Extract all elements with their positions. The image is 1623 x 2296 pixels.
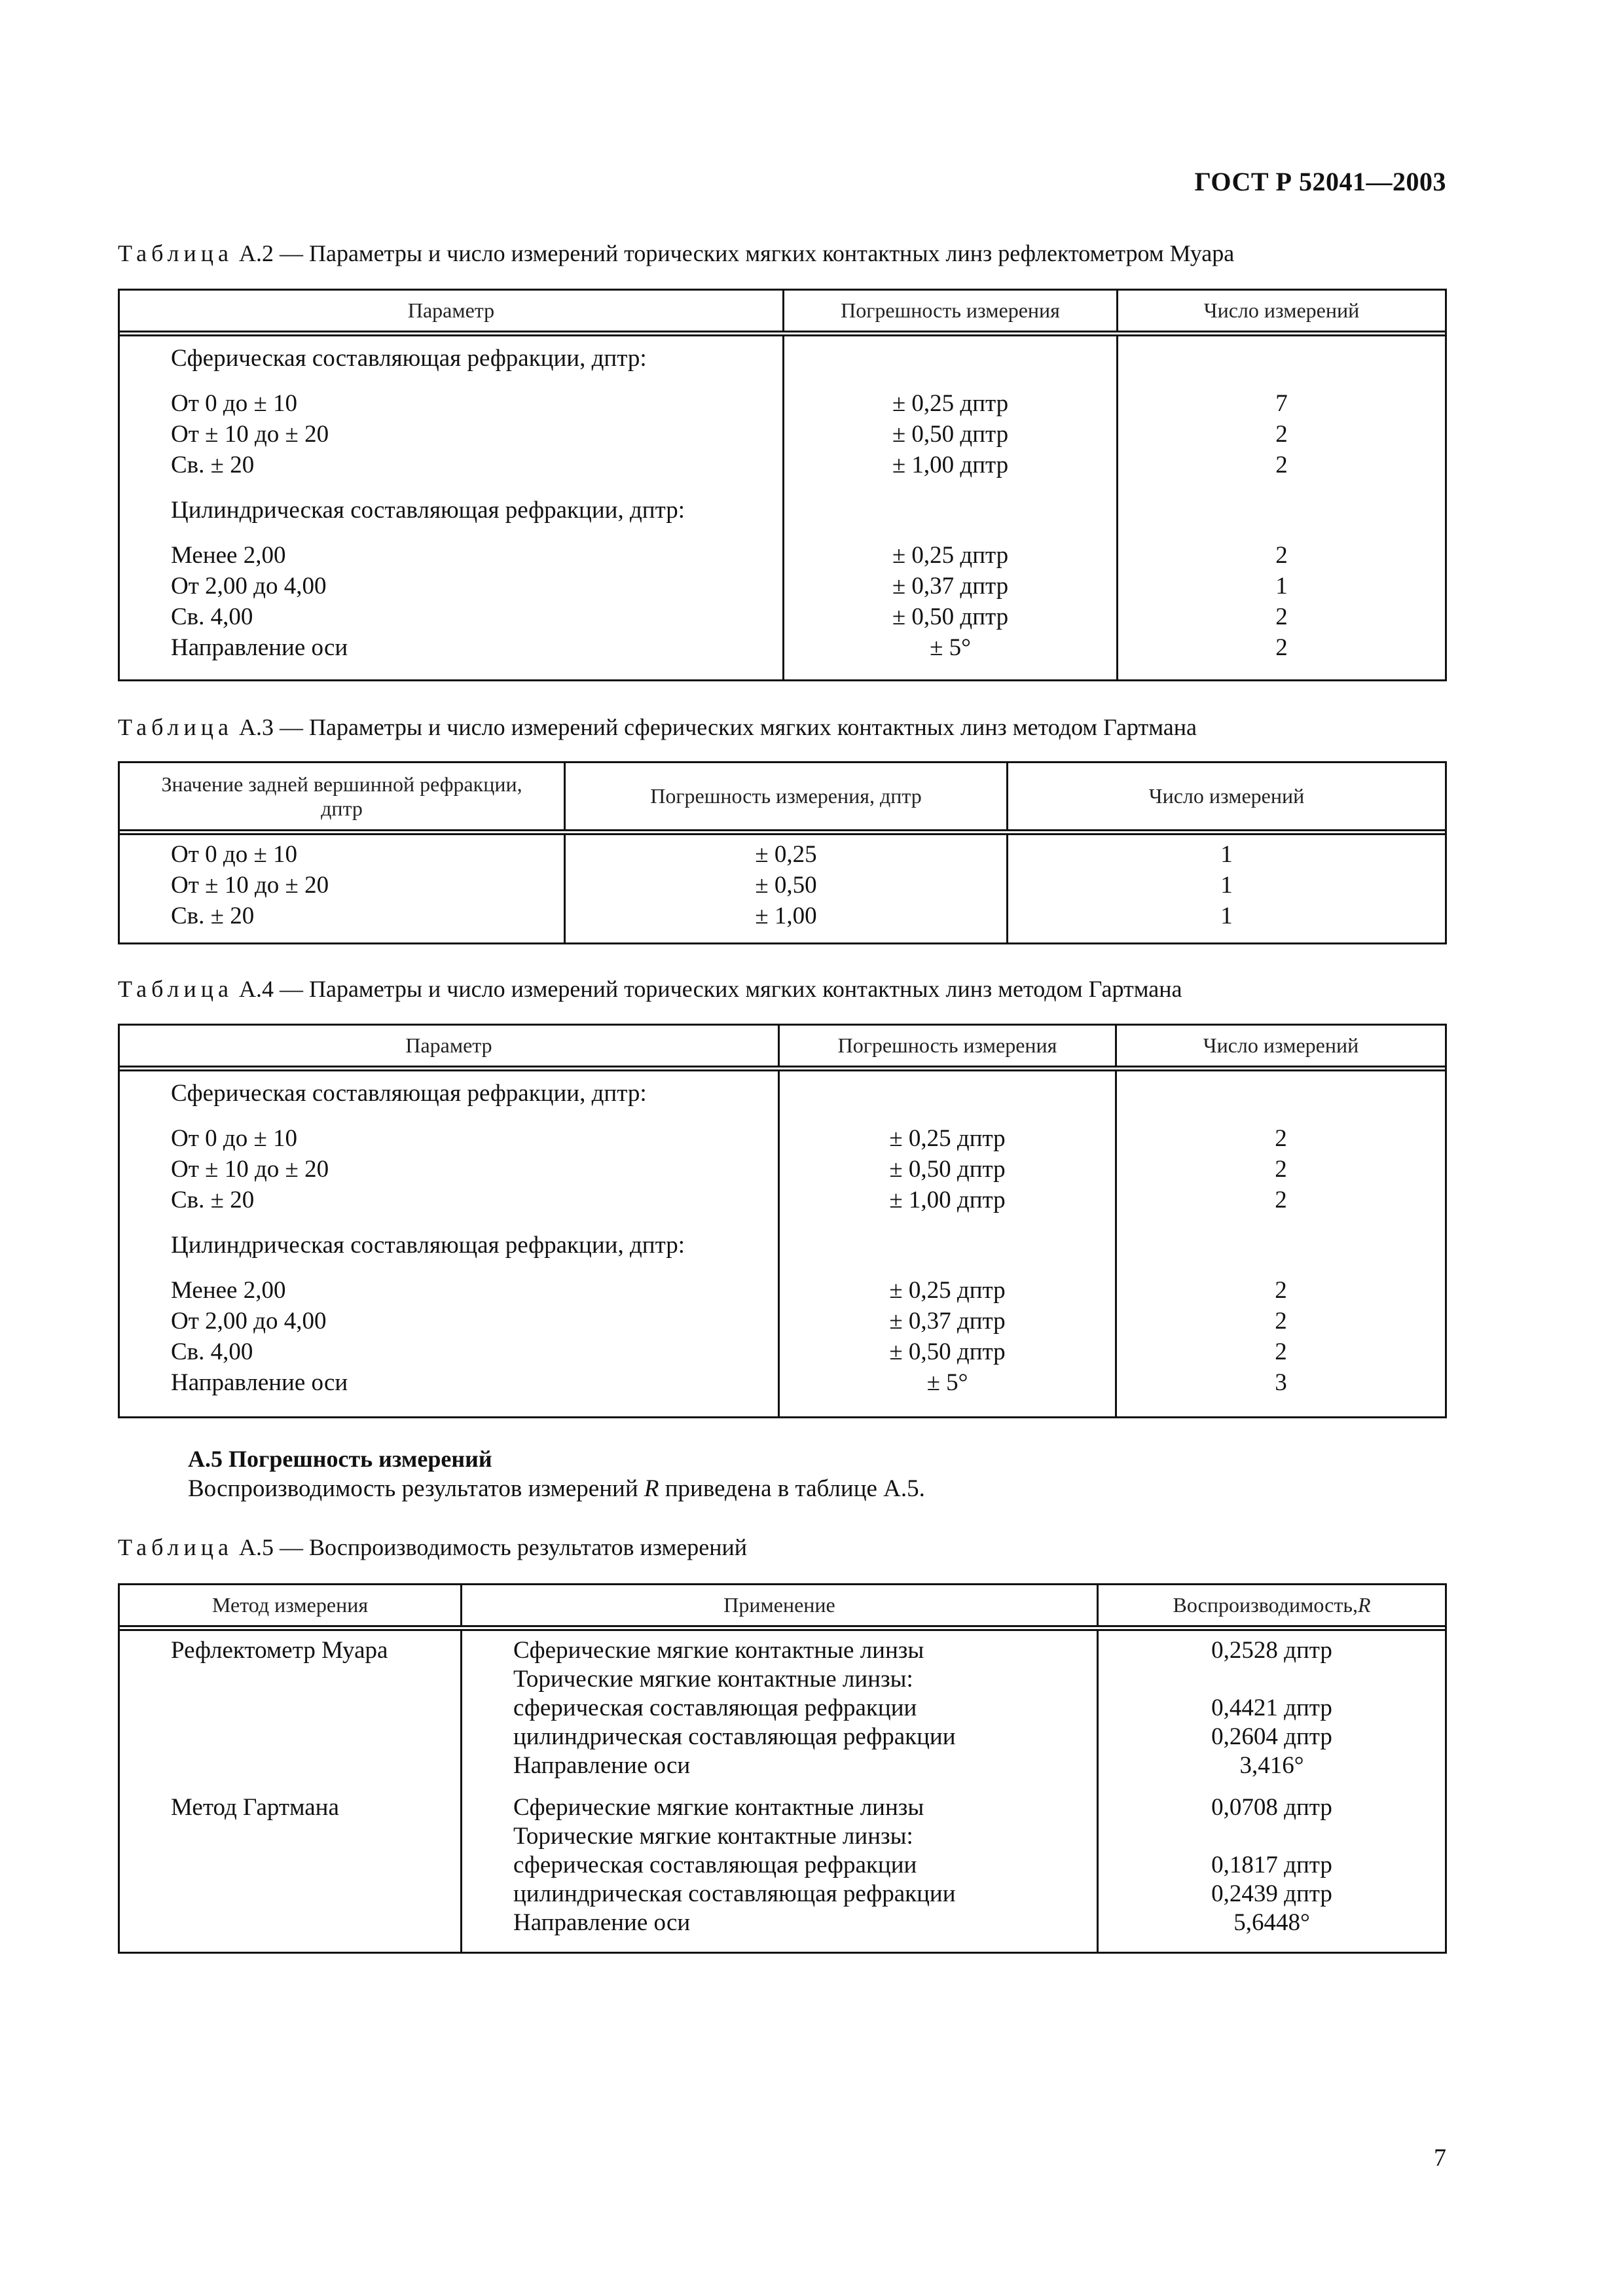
caption-prefix: Таблица bbox=[118, 1534, 233, 1560]
table-a2 bbox=[118, 289, 1447, 681]
error-cell: ± 1,00 bbox=[755, 903, 817, 929]
param-cell: От ± 10 до ± 20 bbox=[171, 421, 329, 448]
application-cell: Направление оси bbox=[513, 1909, 691, 1936]
value-cell: Св. ± 20 bbox=[171, 903, 255, 929]
param-cell: Св. 4,00 bbox=[171, 603, 253, 630]
count-cell: 2 bbox=[1275, 1277, 1287, 1304]
column-error bbox=[778, 1071, 1115, 1416]
table-header bbox=[120, 291, 1445, 336]
header-text: Воспроизводимость, bbox=[1173, 1593, 1358, 1617]
error-cell: ± 0,50 дптр bbox=[889, 1156, 1006, 1183]
param-cell: Направление оси bbox=[171, 634, 348, 661]
error-cell: ± 0,50 bbox=[755, 872, 817, 899]
header-cell-count: Число измерений bbox=[1006, 763, 1445, 829]
param-cell: Св. ± 20 bbox=[171, 452, 255, 478]
symbol-r: R bbox=[644, 1475, 659, 1502]
application-cell: Сферические мягкие контактные линзы bbox=[513, 1794, 924, 1821]
count-cell: 1 bbox=[1220, 872, 1233, 899]
value-cell: От ± 10 до ± 20 bbox=[171, 872, 329, 899]
value-cell: 5,6448° bbox=[1233, 1909, 1310, 1936]
value-cell: От 0 до ± 10 bbox=[171, 841, 298, 868]
param-cell: От 2,00 до 4,00 bbox=[171, 1308, 327, 1335]
header-cell-application: Применение bbox=[460, 1585, 1097, 1625]
header-cell-error: Погрешность измерения bbox=[782, 291, 1116, 331]
param-cell: От 2,00 до 4,00 bbox=[171, 573, 327, 600]
count-cell: 2 bbox=[1275, 1156, 1287, 1183]
param-cell: От 0 до ± 10 bbox=[171, 390, 298, 417]
count-cell: 2 bbox=[1275, 1338, 1287, 1365]
caption-text: А.3 — Параметры и число измерений сферических мягких контактных линз методом Гартмана bbox=[232, 714, 1197, 740]
count-cell: 2 bbox=[1275, 542, 1288, 569]
count-cell: 1 bbox=[1220, 841, 1233, 868]
column-count bbox=[1116, 336, 1445, 679]
table-a4-caption bbox=[118, 975, 1182, 1003]
value-cell: 0,2604 дптр bbox=[1211, 1723, 1332, 1750]
application-cell: Сферические мягкие контактные линзы bbox=[513, 1637, 924, 1664]
header-cell-method: Метод измерения bbox=[211, 1593, 369, 1617]
count-cell: 1 bbox=[1220, 903, 1233, 929]
table-a5 bbox=[118, 1583, 1447, 1954]
error-cell: ± 0,37 дптр bbox=[892, 573, 1009, 600]
param-cell: От 0 до ± 10 bbox=[171, 1125, 298, 1152]
value-cell: 0,0708 дптр bbox=[1211, 1794, 1332, 1821]
caption-prefix: Таблица bbox=[118, 714, 233, 740]
table-a5-caption bbox=[118, 1534, 747, 1561]
caption-prefix: Таблица bbox=[118, 976, 233, 1002]
table-a3-caption bbox=[118, 713, 1197, 741]
table-header bbox=[120, 763, 1445, 835]
header-cell-error: Погрешность измерения bbox=[778, 1026, 1115, 1066]
param-cell: Св. ± 20 bbox=[171, 1187, 255, 1213]
count-cell: 2 bbox=[1275, 603, 1288, 630]
table-a3 bbox=[118, 761, 1447, 944]
application-cell: Торические мягкие контактные линзы: bbox=[513, 1666, 913, 1693]
section-paragraph bbox=[188, 1475, 925, 1503]
param-cell: Менее 2,00 bbox=[171, 542, 286, 569]
header-cell-value: Значение задней вершинной рефракции, дптр bbox=[161, 772, 522, 820]
error-cell: ± 1,00 дптр bbox=[892, 452, 1009, 478]
table-header bbox=[120, 1585, 1445, 1631]
error-cell: ± 5° bbox=[930, 634, 971, 661]
param-cell: От ± 10 до ± 20 bbox=[171, 1156, 329, 1183]
caption-prefix: Таблица bbox=[118, 240, 233, 266]
column-count bbox=[1115, 1071, 1445, 1416]
column-value bbox=[120, 835, 564, 942]
error-cell: ± 0,50 дптр bbox=[892, 421, 1009, 448]
application-cell: цилиндрическая составляющая рефракции bbox=[513, 1723, 956, 1750]
group-title: Цилиндрическая составляющая рефракции, дптр: bbox=[171, 1232, 685, 1259]
count-cell: 2 bbox=[1275, 1187, 1287, 1213]
application-cell: сферическая составляющая рефракции bbox=[513, 1695, 917, 1721]
application-cell: сферическая составляющая рефракции bbox=[513, 1852, 917, 1878]
application-cell: Торические мягкие контактные линзы: bbox=[513, 1823, 913, 1850]
count-cell: 2 bbox=[1275, 421, 1288, 448]
application-cell: цилиндрическая составляющая рефракции bbox=[513, 1880, 956, 1907]
header-cell-reproducibility bbox=[1097, 1585, 1445, 1625]
header-cell-parameter: Параметр bbox=[405, 1033, 492, 1058]
table-body bbox=[120, 835, 1445, 942]
paragraph-text: Воспроизводимость результатов измерений bbox=[188, 1475, 644, 1502]
count-cell: 2 bbox=[1275, 1125, 1287, 1152]
error-cell: ± 0,25 дптр bbox=[889, 1277, 1006, 1304]
header-cell-error: Погрешность измерения, дптр bbox=[564, 763, 1006, 829]
column-error bbox=[564, 835, 1006, 942]
method-cell: Рефлектометр Муара bbox=[171, 1637, 388, 1664]
error-cell: ± 0,50 дптр bbox=[889, 1338, 1006, 1365]
group-title: Цилиндрическая составляющая рефракции, дптр: bbox=[171, 497, 685, 524]
caption-text: А.4 — Параметры и число измерений торических мягких контактных линз методом Гартмана bbox=[232, 976, 1182, 1002]
document-id: ГОСТ Р 52041—2003 bbox=[1194, 167, 1446, 196]
column-application bbox=[460, 1631, 1097, 1952]
table-body bbox=[120, 336, 1445, 679]
column-method bbox=[120, 1631, 460, 1952]
param-cell: Св. 4,00 bbox=[171, 1338, 253, 1365]
param-cell: Менее 2,00 bbox=[171, 1277, 286, 1304]
count-cell: 1 bbox=[1275, 573, 1288, 600]
error-cell: ± 0,25 дптр bbox=[892, 542, 1009, 569]
error-cell: ± 0,37 дптр bbox=[889, 1308, 1006, 1335]
value-cell: 0,2439 дптр bbox=[1211, 1880, 1332, 1907]
application-cell: Направление оси bbox=[513, 1752, 691, 1779]
group-title: Сферическая составляющая рефракции, дптр: bbox=[171, 345, 647, 372]
header-cell-parameter: Параметр bbox=[407, 298, 495, 323]
table-header bbox=[120, 1026, 1445, 1071]
column-reproducibility bbox=[1097, 1631, 1445, 1952]
count-cell: 2 bbox=[1275, 1308, 1287, 1335]
column-parameter bbox=[120, 336, 782, 679]
value-cell: 0,1817 дптр bbox=[1211, 1852, 1332, 1878]
value-cell: 0,4421 дптр bbox=[1211, 1695, 1332, 1721]
header-cell-count: Число измерений bbox=[1116, 291, 1445, 331]
error-cell: ± 5° bbox=[926, 1369, 968, 1396]
value-cell: 0,2528 дптр bbox=[1211, 1637, 1332, 1664]
count-cell: 3 bbox=[1275, 1369, 1287, 1396]
table-a4 bbox=[118, 1024, 1447, 1418]
count-cell: 7 bbox=[1275, 390, 1288, 417]
value-cell: 3,416° bbox=[1239, 1752, 1304, 1779]
table-a2-caption bbox=[118, 240, 1234, 267]
error-cell: ± 0,25 дптр bbox=[889, 1125, 1006, 1152]
column-parameter bbox=[120, 1071, 778, 1416]
param-cell: Направление оси bbox=[171, 1369, 348, 1396]
header-cell-count: Число измерений bbox=[1115, 1026, 1445, 1066]
caption-text: А.2 — Параметры и число измерений торических мягких контактных линз рефлектометром Муара bbox=[232, 240, 1235, 266]
page-number: 7 bbox=[1434, 2144, 1446, 2172]
error-cell: ± 1,00 дптр bbox=[889, 1187, 1006, 1213]
count-cell: 2 bbox=[1275, 452, 1288, 478]
column-error bbox=[782, 336, 1116, 679]
column-count bbox=[1006, 835, 1445, 942]
section-title: А.5 Погрешность измерений bbox=[188, 1446, 492, 1472]
caption-text: А.5 — Воспроизводимость результатов измерений bbox=[232, 1534, 748, 1560]
table-body bbox=[120, 1071, 1445, 1416]
error-cell: ± 0,25 дптр bbox=[892, 390, 1009, 417]
table-body bbox=[120, 1631, 1445, 1952]
count-cell: 2 bbox=[1275, 634, 1288, 661]
error-cell: ± 0,50 дптр bbox=[892, 603, 1009, 630]
header-symbol-r: R bbox=[1357, 1593, 1371, 1617]
group-title: Сферическая составляющая рефракции, дптр: bbox=[171, 1080, 647, 1107]
method-cell: Метод Гартмана bbox=[171, 1794, 339, 1821]
paragraph-text-end: приведена в таблице А.5. bbox=[659, 1475, 925, 1502]
error-cell: ± 0,25 bbox=[755, 841, 817, 868]
